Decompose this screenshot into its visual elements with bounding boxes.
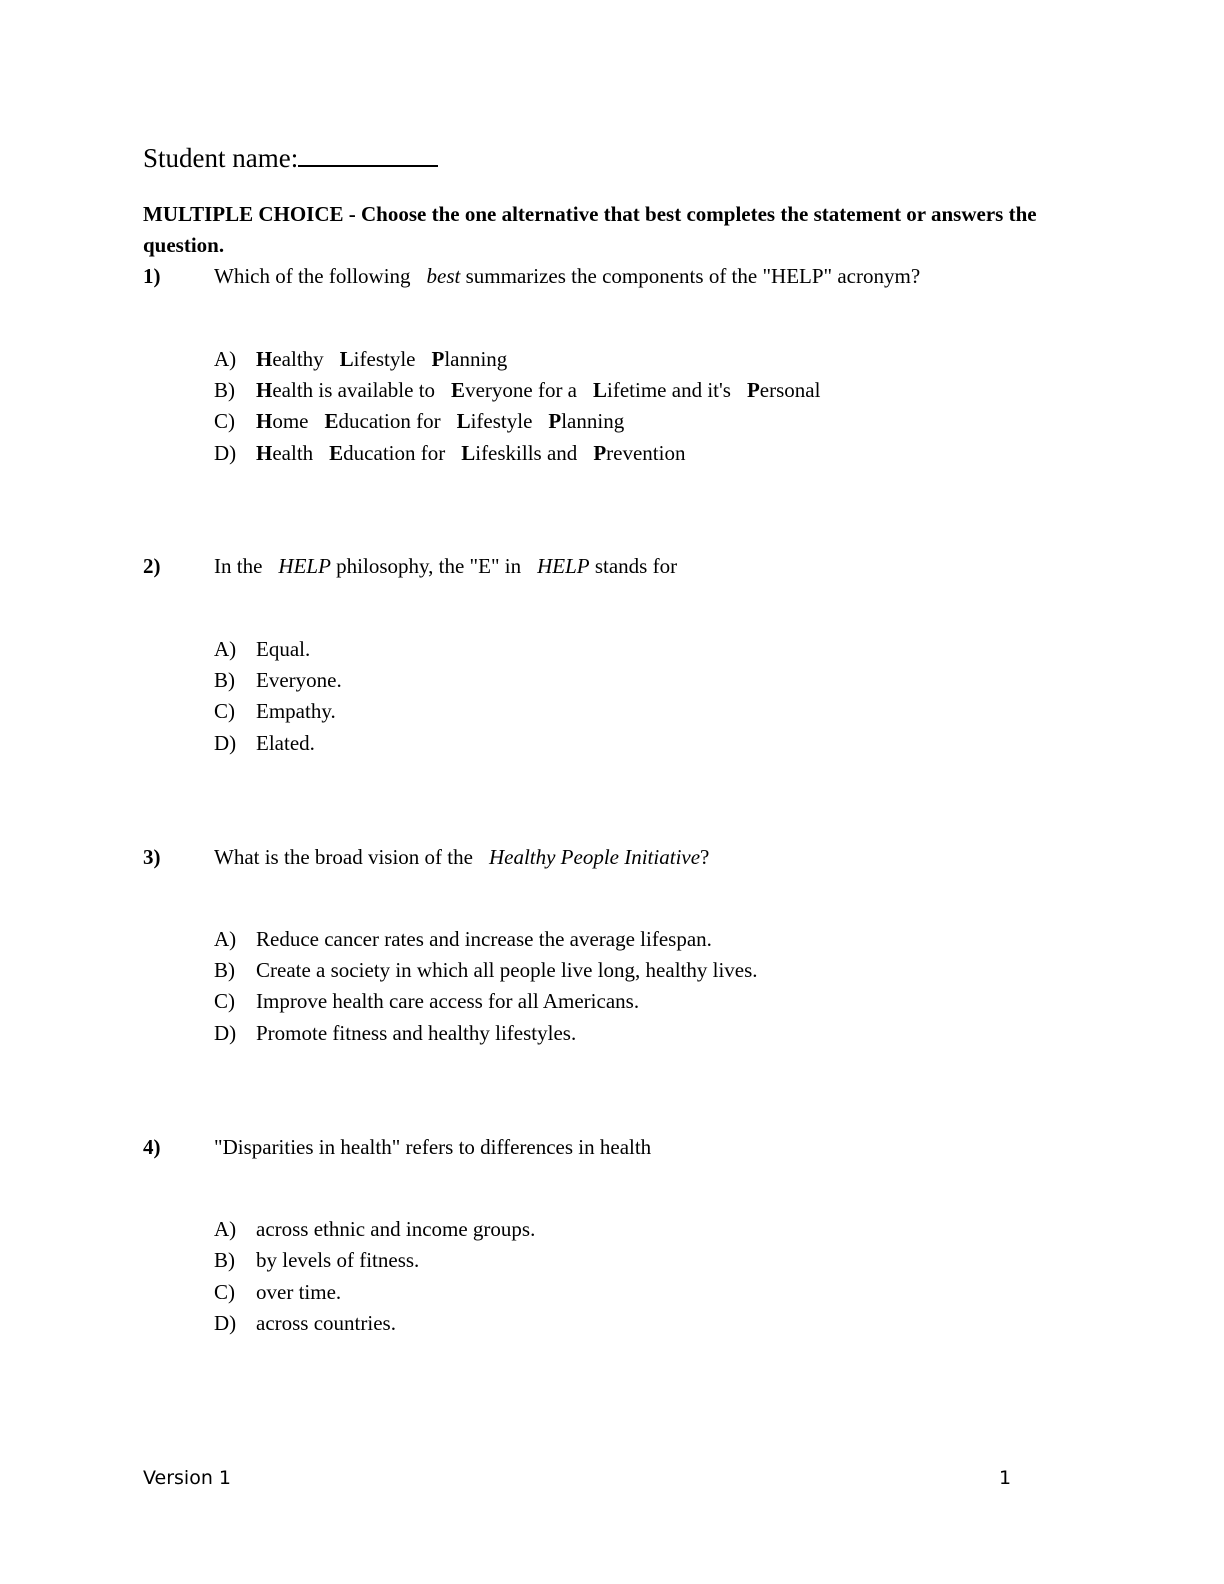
question-text-part: summarizes the components of the "HELP" acronym? xyxy=(465,264,921,288)
option-d[interactable]: D) across countries. xyxy=(214,1311,396,1335)
student-name-blank[interactable] xyxy=(298,141,438,167)
option-b[interactable]: B) by levels of fitness. xyxy=(214,1248,420,1272)
option-letter: C) xyxy=(214,409,235,433)
option-a[interactable]: A) across ethnic and income groups. xyxy=(214,1217,536,1241)
option-b[interactable]: B) Health is available to Everyone for a Lifetime and it's Personal xyxy=(214,378,821,402)
question-text-emphasis: best xyxy=(426,264,461,288)
question-text-part: Which of the following xyxy=(214,264,411,288)
option-c[interactable]: C) Improve health care access for all Americans. xyxy=(214,989,640,1013)
question-text: In the HELP philosophy, the "E" in HELP stands for xyxy=(214,554,678,578)
option-d[interactable]: D) Health Education for Lifeskills and Prevention xyxy=(214,441,686,465)
option-d[interactable]: D) Promote fitness and healthy lifestyles. xyxy=(214,1021,577,1045)
question-text: What is the broad vision of the Healthy People Initiative? xyxy=(214,845,710,869)
option-letter: A) xyxy=(214,347,237,371)
student-name-line xyxy=(143,141,438,175)
option-d[interactable]: D) Elated. xyxy=(214,731,315,755)
question-number: 2) xyxy=(143,554,161,578)
option-b[interactable]: B) Everyone. xyxy=(214,668,342,692)
question-number: 1) xyxy=(143,264,161,288)
question-number: 3) xyxy=(143,845,161,869)
option-b[interactable]: B) Create a society in which all people live long, healthy lives. xyxy=(214,958,758,982)
question-number: 4) xyxy=(143,1135,161,1159)
footer-version: Version 1 xyxy=(143,1467,231,1489)
option-c[interactable]: C) over time. xyxy=(214,1280,342,1304)
option-letter: B) xyxy=(214,378,235,402)
instructions: MULTIPLE CHOICE - Choose the one alternative that best completes the statement or answers the question. xyxy=(143,202,1037,257)
student-name-label: Student name: xyxy=(143,143,299,173)
question-text: "Disparities in health" refers to differences in health xyxy=(214,1135,652,1159)
page-number: 1 xyxy=(999,1467,1012,1489)
question-text xyxy=(214,262,920,290)
option-letter: D) xyxy=(214,441,237,465)
option-a[interactable]: A) Healthy Lifestyle Planning xyxy=(214,347,508,371)
option-c[interactable]: C) Empathy. xyxy=(214,699,336,723)
option-a[interactable]: A) Equal. xyxy=(214,637,311,661)
option-c[interactable]: C) Home Education for Lifestyle Planning xyxy=(214,409,625,433)
option-a[interactable]: A) Reduce cancer rates and increase the average lifespan. xyxy=(214,927,712,951)
